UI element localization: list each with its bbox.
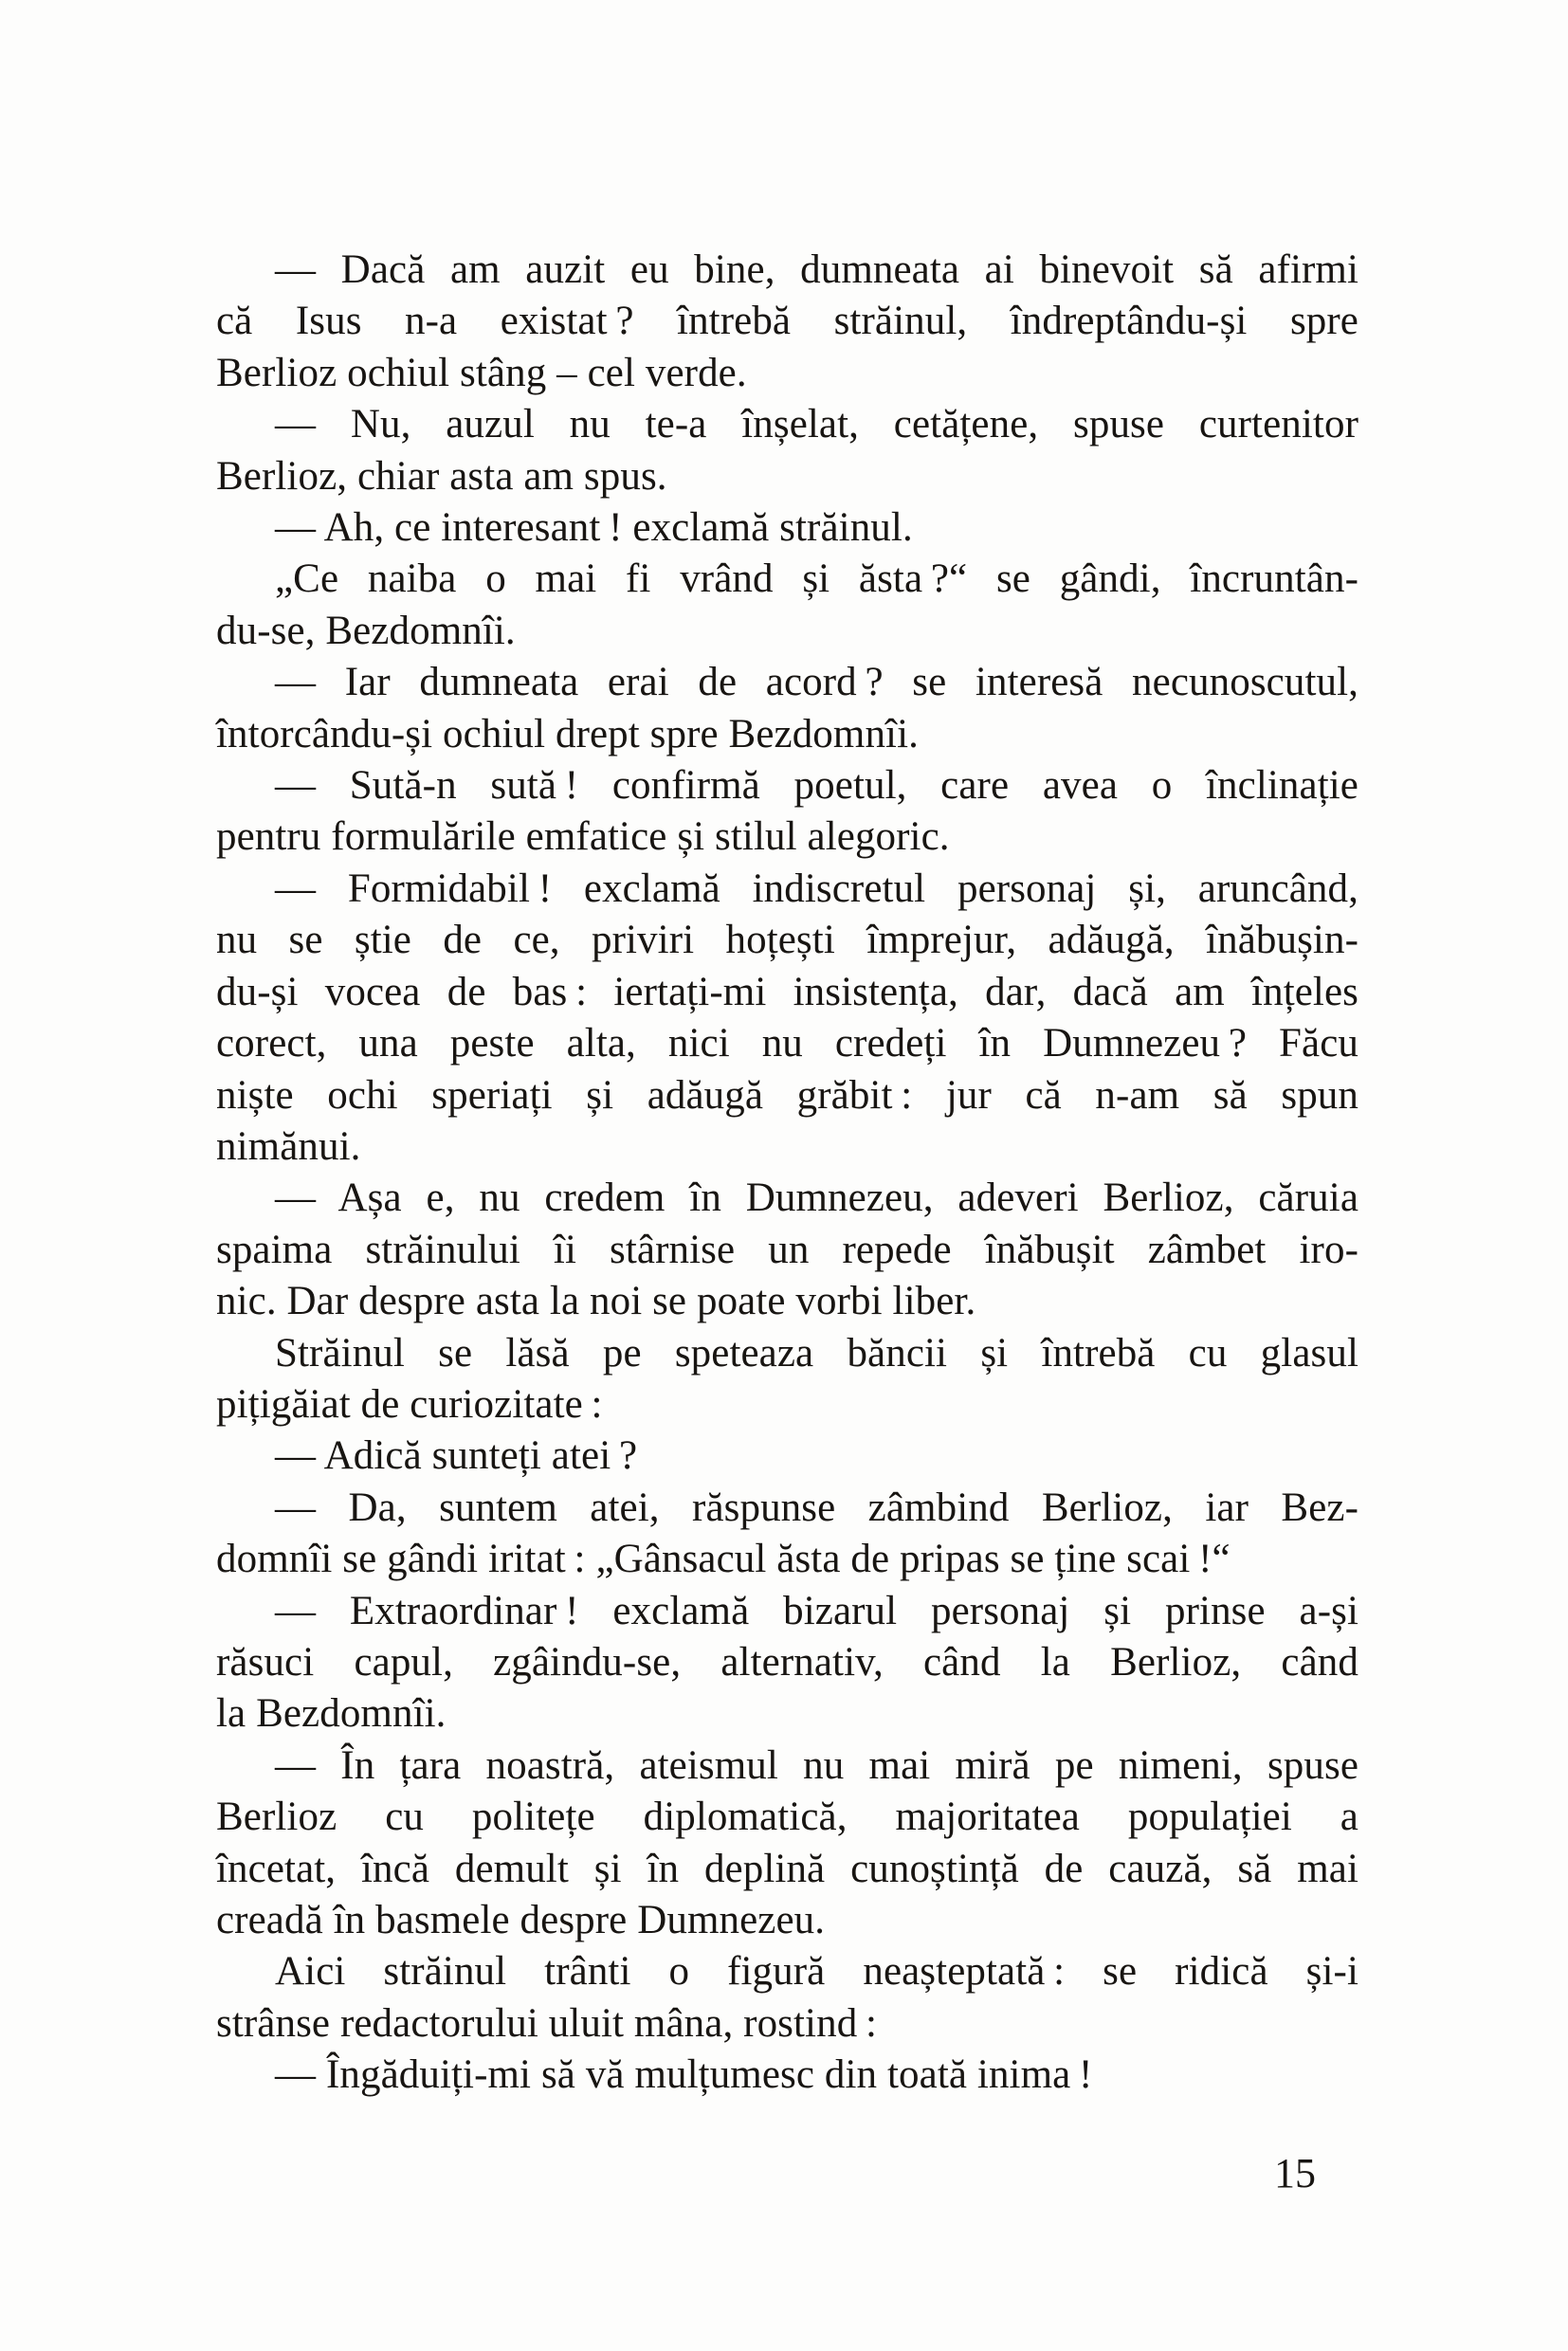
text-line: spaima străinului îi stârnise un repede înăbușit zâmbet iro- bbox=[216, 1227, 1358, 1272]
text-line: du-se, Bezdomnîi. bbox=[216, 608, 516, 653]
paragraph bbox=[216, 1946, 1358, 2050]
paragraph bbox=[216, 554, 1358, 657]
paragraph bbox=[216, 864, 1358, 1173]
text-line: nu se știe de ce, priviri hoțești împrejur, adăugă, înăbușin- bbox=[216, 918, 1358, 963]
text-line: — Ah, ce interesant ! exclamă străinul. bbox=[275, 505, 913, 551]
paragraph bbox=[216, 2050, 1358, 2101]
text-line: la Bezdomnîi. bbox=[216, 1691, 447, 1737]
text-line: Berlioz cu politețe diplomatică, majoritatea populației a bbox=[216, 1795, 1358, 1840]
text-line: — Dacă am auzit eu bine, dumneata ai binevoit să afirmi bbox=[275, 247, 1358, 292]
paragraph bbox=[216, 1740, 1358, 1947]
text-line: — Așa e, nu credem în Dumnezeu, adeveri Berlioz, căruia bbox=[275, 1176, 1358, 1221]
paragraph bbox=[216, 1431, 1358, 1482]
text-line: Aici străinul trânti o figură neașteptată : se ridică și-i bbox=[275, 1949, 1358, 1995]
text-line: — Formidabil ! exclamă indiscretul personaj și, aruncând, bbox=[275, 866, 1358, 911]
text-line: răsuci capul, zgâindu-se, alternativ, când la Berlioz, când bbox=[216, 1639, 1358, 1685]
text-line: nic. Dar despre asta la noi se poate vorbi liber. bbox=[216, 1279, 976, 1324]
paragraph bbox=[216, 399, 1358, 502]
paragraph bbox=[216, 245, 1358, 399]
text-line: strânse redactorului uluit mâna, rostind : bbox=[216, 2000, 878, 2046]
text-line: du-și vocea de bas : iertați-mi insistența, dar, dacă am înțeles bbox=[216, 969, 1358, 1014]
text-line: întorcându-și ochiul drept spre Bezdomnîi. bbox=[216, 711, 919, 756]
paragraph bbox=[216, 1328, 1358, 1431]
paragraph bbox=[216, 1586, 1358, 1740]
paragraph bbox=[216, 760, 1358, 864]
paragraph bbox=[216, 1173, 1358, 1327]
text-line: — Extraordinar ! exclamă bizarul personaj și prinse a-și bbox=[275, 1588, 1358, 1633]
text-line: creadă în basmele despre Dumnezeu. bbox=[216, 1898, 826, 1942]
text-line: — În țara noastră, ateismul nu mai miră pe nimeni, spuse bbox=[275, 1742, 1358, 1788]
text-line: domnîi se gândi iritat : „Gânsacul ăsta de pripas se ține scai !“ bbox=[216, 1537, 1231, 1582]
text-line: că Isus n-a existat ? întrebă străinul, îndreptându-și spre bbox=[216, 299, 1358, 344]
paragraph bbox=[216, 1483, 1358, 1586]
text-line: Berlioz, chiar asta am spus. bbox=[216, 453, 667, 499]
text-line: — Da, suntem atei, răspunse zâmbind Berlioz, iar Bez- bbox=[275, 1485, 1358, 1530]
text-line: încetat, încă demult și în deplină cunoștință de cauză, să mai bbox=[216, 1846, 1358, 1891]
text-line: niște ochi speriați și adăugă grăbit : jur că n-am să spun bbox=[216, 1072, 1358, 1118]
text-line: — Sută-n sută ! confirmă poetul, care avea o înclinație bbox=[275, 763, 1358, 809]
paragraph bbox=[216, 657, 1358, 760]
text-line: — Iar dumneata erai de acord ? se interesă necunoscutul, bbox=[275, 660, 1358, 705]
text-line: Berlioz ochiul stâng – cel verde. bbox=[216, 350, 747, 395]
text-line: — Nu, auzul nu te-a înșelat, cetățene, spuse curtenitor bbox=[275, 402, 1358, 447]
paragraph bbox=[216, 502, 1358, 554]
text-line: — Adică sunteți atei ? bbox=[275, 1433, 638, 1479]
text-line: „Ce naiba o mai fi vrând și ăsta ?“ se gândi, încruntân- bbox=[275, 556, 1358, 602]
page-number: 15 bbox=[1274, 2150, 1316, 2196]
text-line: pițigăiat de curiozitate : bbox=[216, 1381, 603, 1427]
text-line: Străinul se lăsă pe speteaza băncii și întrebă cu glasul bbox=[275, 1330, 1358, 1376]
text-line: pentru formulările emfatice și stilul alegoric. bbox=[216, 814, 950, 860]
text-line: — Îngăduiți-mi să vă mulțumesc din toată inima ! bbox=[275, 2052, 1093, 2098]
page-text bbox=[216, 245, 1358, 2102]
text-line: nimănui. bbox=[216, 1123, 361, 1169]
text-line: corect, una peste alta, nici nu credeți în Dumnezeu ? Făcu bbox=[216, 1021, 1358, 1066]
